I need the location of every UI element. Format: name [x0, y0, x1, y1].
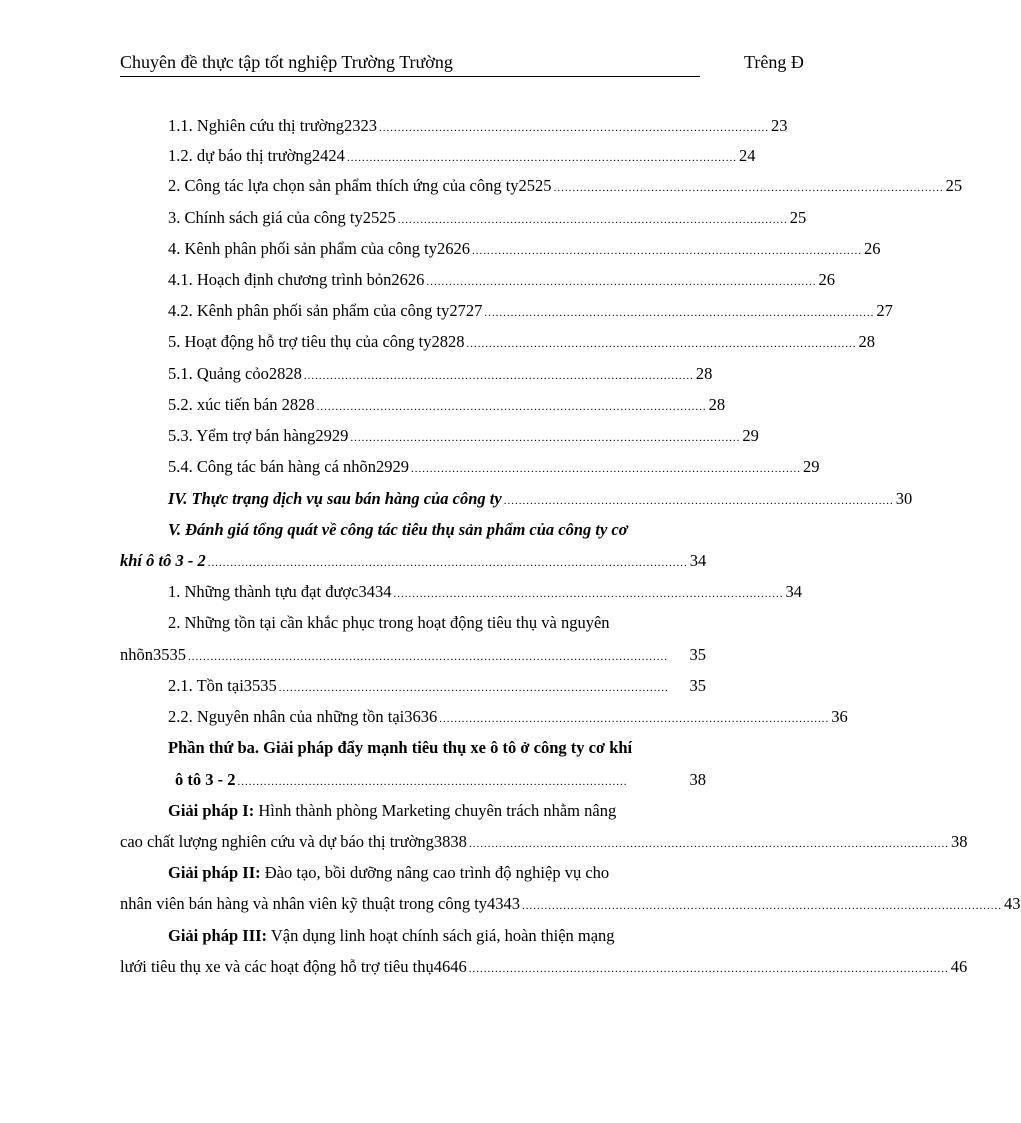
- toc-entry: [168, 146, 756, 168]
- header-divider: [120, 76, 700, 77]
- toc-leader: ................................................................................................................................: [522, 900, 1003, 912]
- toc-leader: ........................................................................................................: [393, 588, 784, 600]
- toc-entry: [168, 395, 726, 417]
- toc-page-number: 25: [789, 208, 807, 227]
- toc-entry: [120, 894, 1021, 916]
- toc-leader: ........................................................................................................: [379, 122, 770, 134]
- toc-entry-line-text: Vận dụng linh hoạt chính sách giá, hoàn thiện mạng: [267, 926, 615, 945]
- toc-leader: ........................................................................................................: [346, 152, 737, 164]
- toc-leader: ........................................................................................................: [350, 432, 741, 444]
- toc-page-number: 43: [1004, 894, 1021, 913]
- toc-page-number: 35: [689, 645, 706, 664]
- toc-entry: [120, 551, 706, 573]
- toc-page-number: 30: [895, 489, 913, 508]
- toc-page-number: 26: [863, 239, 881, 258]
- toc-entry: [168, 176, 963, 198]
- toc-page-number: 29: [742, 426, 759, 445]
- toc-leader: ........................................................................................................: [316, 401, 707, 413]
- toc-entry: [168, 457, 820, 479]
- toc-entry-line: Phần thứ ba. Giải pháp đẩy mạnh tiêu thụ xe ô tô ở công ty cơ khí: [168, 738, 633, 757]
- toc-page-number: 26: [818, 270, 835, 289]
- toc-leader: ........................................................................................................: [466, 338, 857, 350]
- toc-leader: ........................................................................................................: [278, 682, 669, 694]
- toc-entry-text: 1.2. dự báo thị trường2424: [168, 146, 345, 165]
- toc-leader: ........................................................................................................: [439, 713, 830, 725]
- toc-leader: ........................................................................................................: [303, 370, 694, 382]
- solution-label: Giải pháp III:: [168, 926, 268, 945]
- toc-entry-text: 3. Chính sách giá của công ty2525: [168, 208, 396, 227]
- toc-entry: [120, 645, 706, 667]
- toc-entry: [168, 426, 759, 448]
- toc-entry-line: [168, 613, 693, 633]
- toc-entry: [168, 676, 706, 698]
- toc-leader: ........................................................................................................: [426, 276, 817, 288]
- toc-entry-line-text: Hình thành phòng Marketing chuyên trách nhằm nâng: [254, 801, 617, 820]
- toc-entry: [168, 208, 807, 230]
- toc-page-number: 46: [950, 957, 968, 976]
- toc-leader: ........................................................................................................: [411, 463, 802, 475]
- toc-entry: [168, 270, 835, 292]
- running-header-title: Chuyên đề thực tập tốt nghiệp Trường Trường: [120, 52, 453, 72]
- toc-entry-text: 5. Hoạt động hỗ trợ tiêu thụ của công ty2828: [168, 332, 465, 351]
- toc-leader: ................................................................................................................................: [207, 557, 688, 569]
- toc-entry-text: 4.1. Hoạch định chương trình bỏn2626: [168, 270, 425, 289]
- toc-page-number: 38: [950, 832, 968, 851]
- toc-entry: [168, 364, 713, 386]
- toc-entry-text: 1. Những thành tựu đạt được3434: [168, 582, 392, 601]
- toc-leader: ........................................................................................................: [237, 776, 628, 788]
- toc-entry-text: cao chất lượng nghiên cứu và dự báo thị trường3838: [120, 832, 467, 851]
- toc-entry-text: IV. Thực trạng dịch vụ sau bán hàng của công ty: [168, 489, 502, 508]
- toc-entry: [168, 301, 893, 323]
- toc-page-number: 28: [695, 364, 713, 383]
- toc-entry-text: ô tô 3 - 2: [175, 770, 236, 789]
- solution-label: Giải pháp II:: [168, 863, 261, 882]
- toc-leader: ........................................................................................................: [503, 495, 894, 507]
- toc-page-number: 23: [771, 116, 788, 135]
- toc-leader: ........................................................................................................: [553, 182, 944, 194]
- toc-entry-text: 2. Công tác lựa chọn sản phẩm thích ứng của công ty2525: [168, 176, 552, 195]
- toc-entry-text: 4.2. Kênh phân phối sản phẩm của công ty2727: [168, 301, 483, 320]
- toc-entry-text: 1.1. Nghiên cứu thị trường2323: [168, 116, 378, 135]
- toc-entry: [168, 332, 876, 354]
- toc-entry-line-text: Đào tạo, bồi dưỡng nâng cao trình độ nghiệp vụ cho: [260, 863, 610, 882]
- toc-entry-line: [168, 863, 609, 883]
- toc-entry-text: 2.2. Nguyên nhân của những tồn tại3636: [168, 707, 438, 726]
- toc-page-number: 34: [785, 582, 802, 601]
- toc-entry-text: 2.1. Tồn tại3535: [168, 676, 277, 695]
- toc-page-number: 28: [858, 332, 876, 351]
- toc-entry: [168, 116, 788, 138]
- toc-page-number: 25: [945, 176, 963, 195]
- toc-entry-line: [168, 926, 615, 946]
- toc-entry-line: V. Đánh giá tổng quát về công tác tiêu thụ sản phẩm của công ty cơ: [168, 520, 628, 539]
- toc-entry-text: 4. Kênh phân phối sản phẩm của công ty2626: [168, 239, 470, 258]
- toc-entry-text: 5.3. Yểm trợ bán hàng2929: [168, 426, 349, 445]
- toc-leader: ................................................................................................................................: [188, 651, 668, 663]
- toc-entry-line: [168, 801, 616, 821]
- toc-leader: ........................................................................................................: [484, 307, 875, 319]
- toc-entry-text: khí ô tô 3 - 2: [120, 551, 206, 570]
- toc-entry-text: lưới tiêu thụ xe và các hoạt động hỗ trợ tiêu thụ4646: [120, 957, 467, 976]
- toc-entry: [168, 582, 802, 604]
- toc-entry-text: 5.2. xúc tiến bán 2828: [168, 395, 315, 414]
- toc-page-number: 24: [738, 146, 756, 165]
- toc-entry-text: nhõn3535: [120, 645, 186, 664]
- toc-page-number: 35: [689, 676, 706, 695]
- toc-leader: ........................................................................................................: [397, 214, 788, 226]
- toc-page-number: 34: [689, 551, 707, 570]
- toc-entry-text: 5.4. Công tác bán hàng cá nhõn2929: [168, 457, 410, 476]
- toc-leader: ........................................................................................................: [471, 245, 862, 257]
- toc-entry-text: nhân viên bán hàng và nhân viên kỹ thuật trong công ty4343: [120, 894, 521, 913]
- toc-page-number: 27: [876, 301, 893, 320]
- toc-page-number: 38: [689, 770, 706, 789]
- toc-entry: [168, 707, 848, 729]
- toc-entry: [120, 832, 968, 854]
- toc-entry: [168, 489, 913, 511]
- running-header-right: Trêng Đ: [744, 52, 804, 72]
- toc-leader: ................................................................................................................................: [468, 838, 949, 850]
- toc-entry: [175, 770, 706, 792]
- toc-page-number: 29: [803, 457, 820, 476]
- toc-leader: ................................................................................................................................: [468, 963, 949, 975]
- toc-entry: [120, 957, 968, 979]
- toc-entry-line-text: 2. Những tồn tại cần khắc phục trong hoạt động tiêu thụ và nguyên: [168, 613, 610, 632]
- solution-label: Giải pháp I:: [168, 801, 255, 820]
- toc-entry: [168, 239, 881, 261]
- toc-page-number: 28: [708, 395, 726, 414]
- toc-entry-text: 5.1. Quảng cỏo2828: [168, 364, 302, 383]
- toc-page-number: 36: [831, 707, 848, 726]
